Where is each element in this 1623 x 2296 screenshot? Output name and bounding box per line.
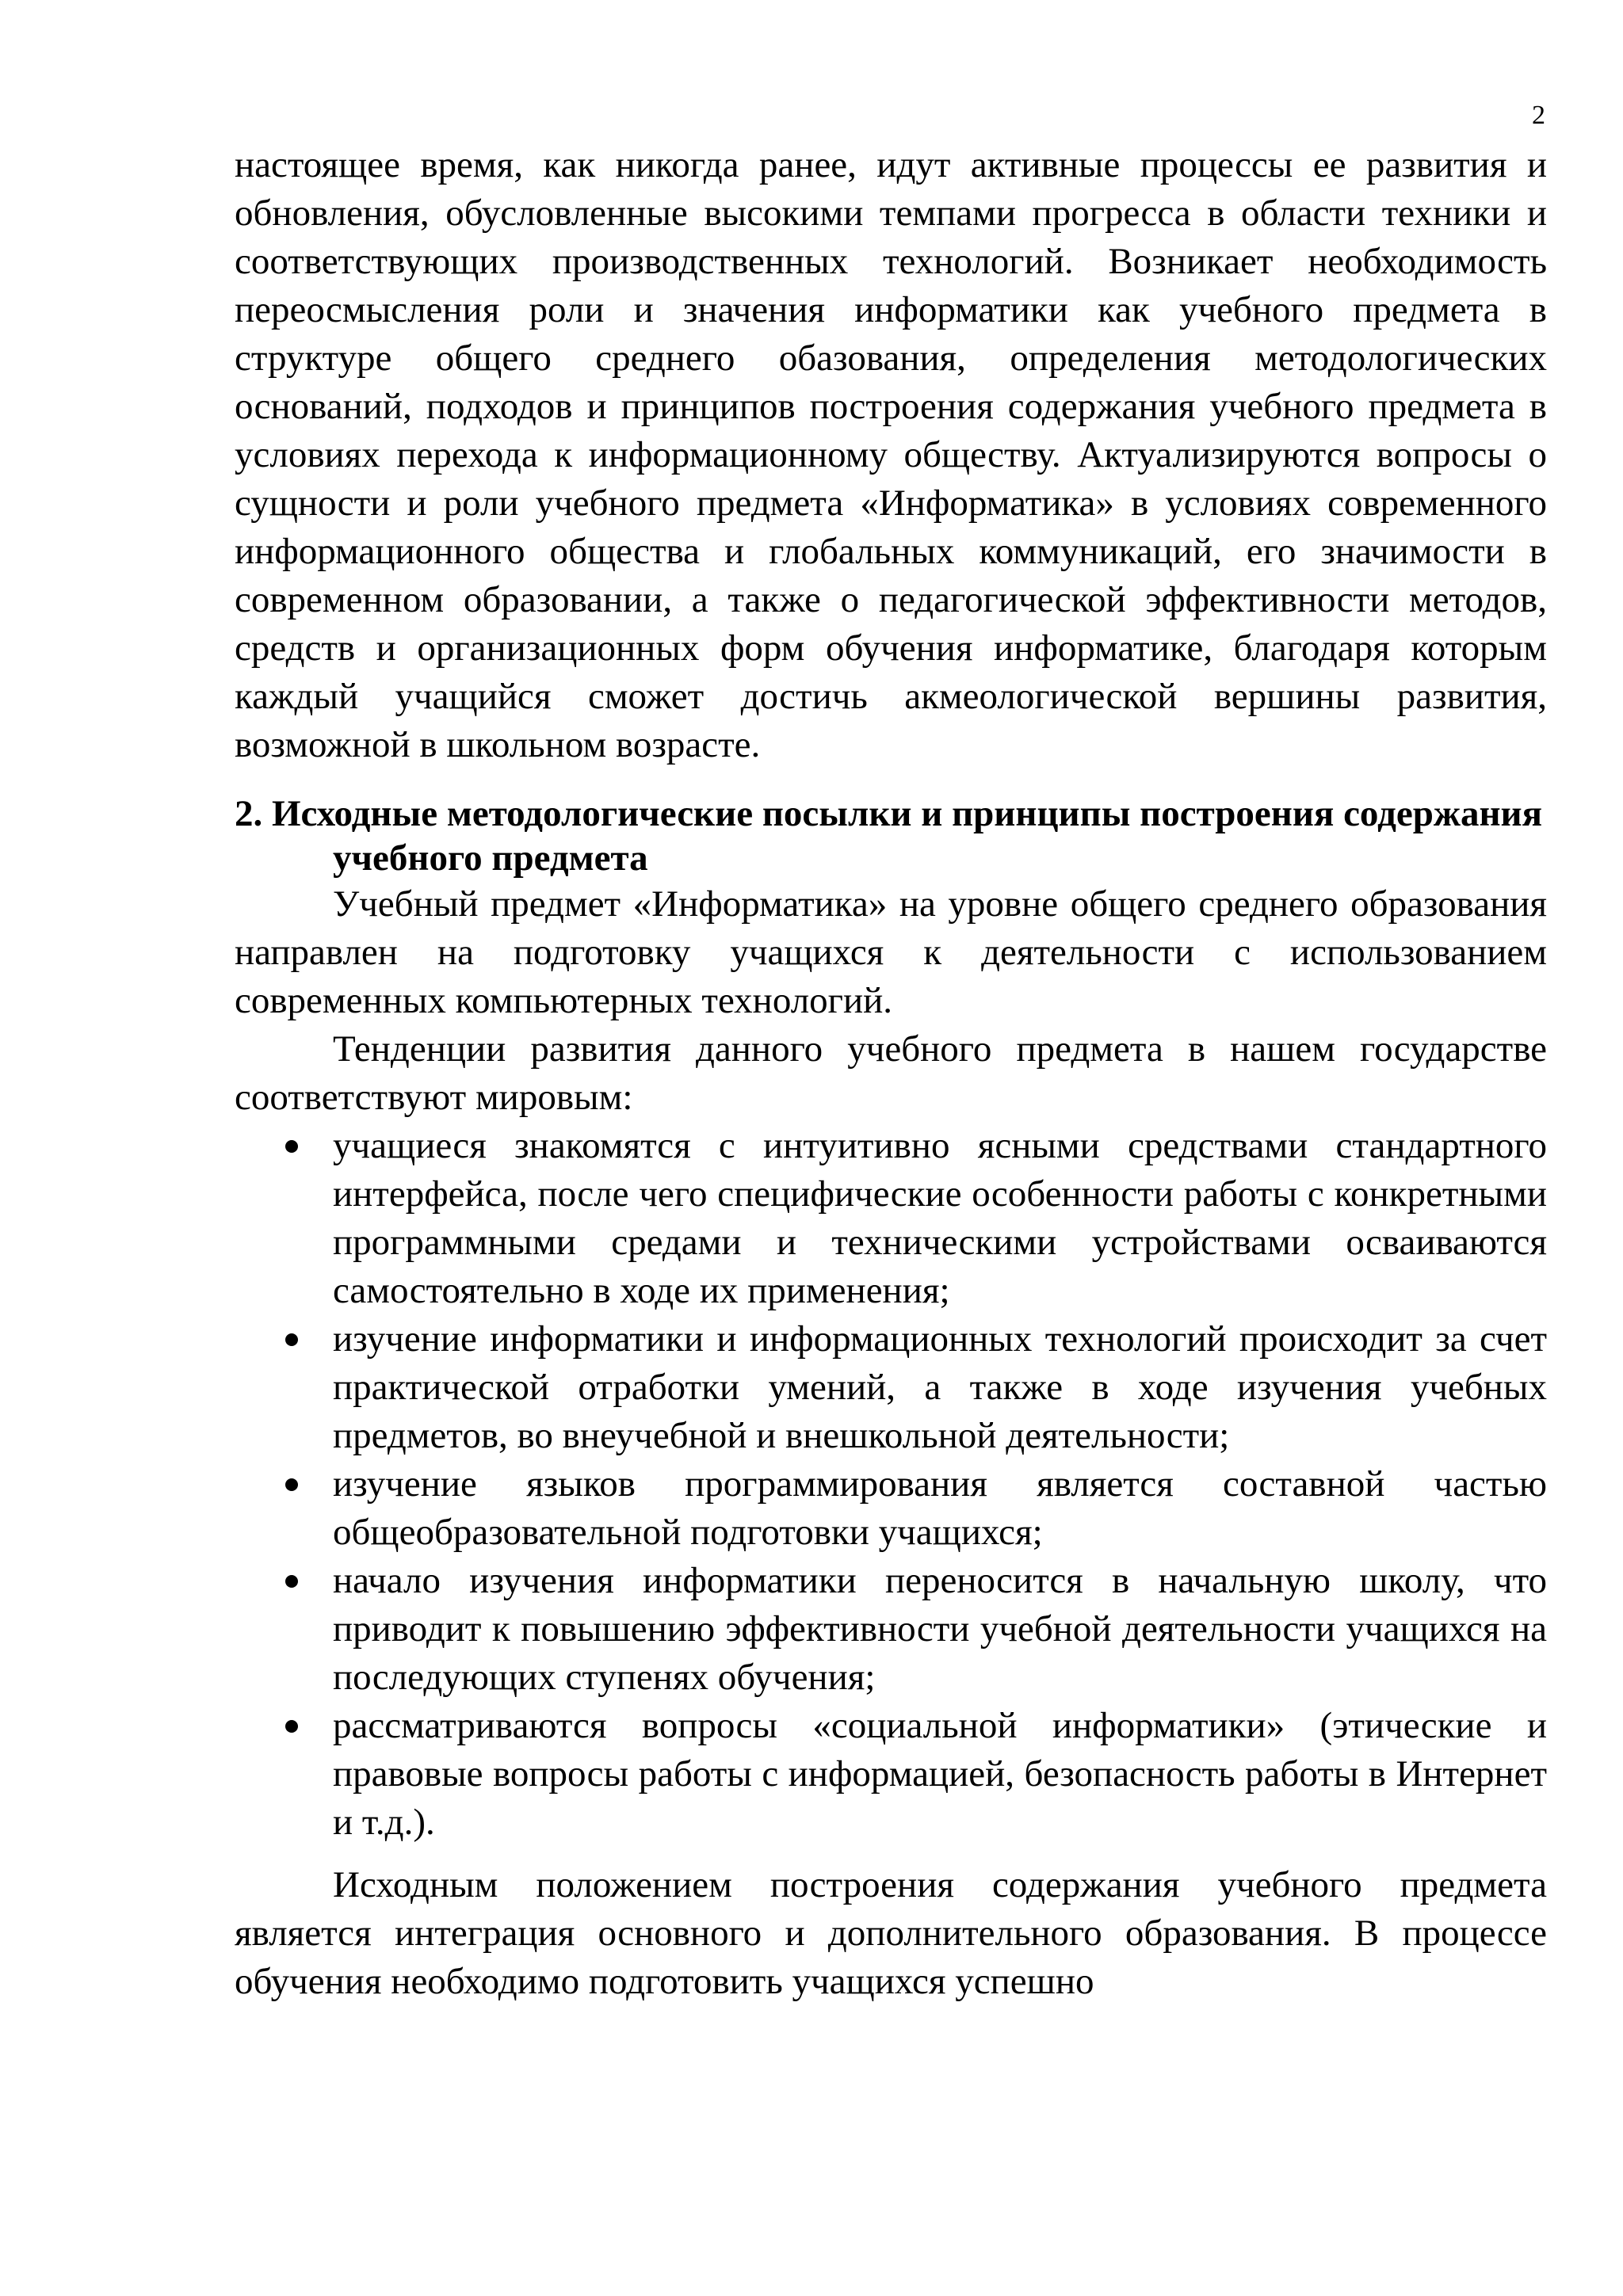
bullet-icon bbox=[285, 1140, 298, 1153]
page-number: 2 bbox=[1532, 101, 1545, 130]
list-item bbox=[235, 1702, 1547, 1847]
bullet-icon bbox=[285, 1720, 298, 1733]
list-item bbox=[235, 1557, 1547, 1702]
section-paragraph-3: Исходным положением построения содержания учебного предмета является интеграция основного и дополнительного образования. В процессе обучения необходимо подготовить учащихся успешно bbox=[235, 1864, 1547, 2002]
bullet-icon bbox=[285, 1478, 298, 1491]
list-item-text: изучение языков программирования является составной частью общеобразовательной подготовки учащихся; bbox=[333, 1463, 1547, 1553]
tendencies-list bbox=[235, 1122, 1547, 1847]
section-paragraph-2: Тенденции развития данного учебного предмета в нашем государстве соответствуют мировым: bbox=[235, 1028, 1547, 1118]
list-item-text: начало изучения информатики переносится в начальную школу, что приводит к повышению эффективности учебной деятельности учащихся на последующих ступенях обучения; bbox=[333, 1560, 1547, 1698]
section-heading: 2. Исходные методологические посылки и принципы построения содержания учебного предмета bbox=[235, 793, 1543, 879]
list-item-text: рассматриваются вопросы «социальной информатики» (этические и правовые вопросы работы с информацией, безопасность работы в Интернет и т.д.). bbox=[333, 1705, 1547, 1843]
bullet-icon bbox=[285, 1333, 298, 1346]
spacer bbox=[235, 1847, 1547, 1861]
list-item bbox=[235, 1122, 1547, 1315]
section-paragraph-1: Учебный предмет «Информатика» на уровне общего среднего образования направлен на подготовку учащихся к деятельности с использованием современных компьютерных технологий. bbox=[235, 883, 1547, 1021]
list-item bbox=[235, 1315, 1547, 1460]
page-content bbox=[235, 141, 1547, 2006]
list-item bbox=[235, 1460, 1547, 1557]
bullet-icon bbox=[285, 1575, 298, 1588]
list-item-text: учащиеся знакомятся с интуитивно ясными средствами стандартного интерфейса, после чего специфические особенности работы с конкретными программными средами и техническими устройствами осваиваются самостоятельно в ходе их применения; bbox=[333, 1125, 1547, 1311]
intro-paragraph: настоящее время, как никогда ранее, идут активные процессы ее развития и обновления, обусловленные высокими темпами прогресса в области техники и соответствующих производственных технологий. Возникает необходимость переосмысления роли и значения информатики как учебного предмета в структуре общего среднего обазования, определения методологических оснований, подходов и принципов построения содержания учебного предмета в условиях перехода к информационному обществу. Актуализируются вопросы о сущности и роли учебного предмета «Информатика» в условиях современного информационного общества и глобальных коммуникаций, его значимости в современном образовании, а также о педагогической эффективности методов, средств и организационных форм обучения информатике, благодаря которым каждый учащийся сможет достичь акмеологической вершины развития, возможной в школьном возрасте. bbox=[235, 144, 1547, 765]
list-item-text: изучение информатики и информационных технологий происходит за счет практической отработки умений, а также в ходе изучения учебных предметов, во внеучебной и внешкольной деятельности; bbox=[333, 1318, 1547, 1456]
